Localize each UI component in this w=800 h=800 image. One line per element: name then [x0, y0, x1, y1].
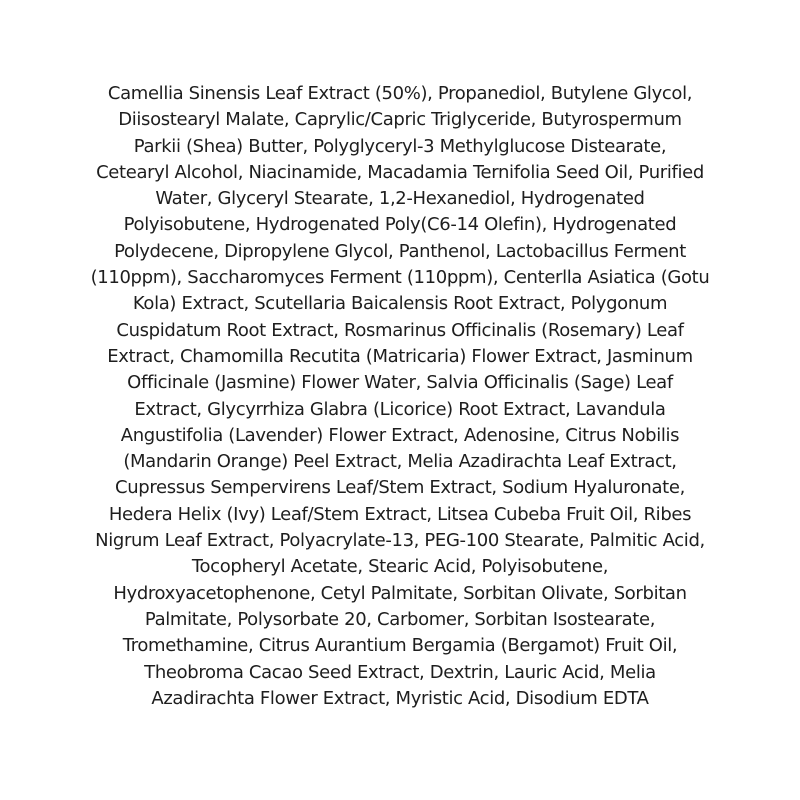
ingredients-line: Extract, Chamomilla Recutita (Matricaria) Flower Extract, Jasminum — [107, 345, 693, 367]
ingredients-line: Tocopheryl Acetate, Stearic Acid, Polyisobutene, — [191, 556, 609, 578]
ingredients-line: Diisostearyl Malate, Caprylic/Capric Triglyceride, Butyrospermum — [118, 109, 682, 131]
ingredients-line: Cupressus Sempervirens Leaf/Stem Extract, Sodium Hyaluronate, — [115, 477, 685, 499]
ingredients-line: Camellia Sinensis Leaf Extract (50%), Propanediol, Butylene Glycol, — [107, 83, 693, 104]
ingredients-line: Tromethamine, Citrus Aurantium Bergamia (Bergamot) Fruit Oil, — [122, 635, 678, 657]
ingredients-line: Kola) Extract, Scutellaria Baicalensis Root Extract, Polygonum — [132, 293, 668, 315]
ingredients-line: Polydecene, Dipropylene Glycol, Panthenol, Lactobacillus Ferment — [114, 240, 686, 262]
ingredients-line: Hedera Helix (Ivy) Leaf/Stem Extract, Litsea Cubeba Fruit Oil, Ribes — [108, 503, 692, 525]
ingredients-line: Theobroma Cacao Seed Extract, Dextrin, Lauric Acid, Melia — [144, 661, 656, 683]
ingredients-line: Cuspidatum Root Extract, Rosmarinus Officinalis (Rosemary) Leaf — [116, 319, 684, 341]
ingredients-line: (Mandarin Orange) Peel Extract, Melia Azadirachta Leaf Extract, — [123, 451, 677, 473]
ingredients-line: Azadirachta Flower Extract, Myristic Acid, Disodium EDTA — [151, 687, 649, 709]
ingredients-line: (110ppm), Saccharomyces Ferment (110ppm), Centerlla Asiatica (Gotu — [90, 267, 710, 289]
ingredients-line: Polyisobutene, Hydrogenated Poly(C6-14 Olefin), Hydrogenated — [123, 214, 677, 236]
ingredients-line: Officinale (Jasmine) Flower Water, Salvia Officinalis (Sage) Leaf — [127, 372, 673, 394]
ingredients-list — [70, 81, 730, 712]
ingredients-line: Water, Glyceryl Stearate, 1,2-Hexanediol, Hydrogenated — [155, 188, 645, 210]
ingredients-line: Cetearyl Alcohol, Niacinamide, Macadamia Ternifolia Seed Oil, Purified — [96, 161, 704, 183]
ingredients-line: Palmitate, Polysorbate 20, Carbomer, Sorbitan Isostearate, — [144, 608, 656, 630]
ingredients-line: Hydroxyacetophenone, Cetyl Palmitate, Sorbitan Olivate, Sorbitan — [113, 582, 687, 604]
ingredients-line: Angustifolia (Lavender) Flower Extract, Adenosine, Citrus Nobilis — [120, 424, 680, 446]
ingredients-line: Extract, Glycyrrhiza Glabra (Licorice) Root Extract, Lavandula — [134, 398, 666, 420]
ingredients-line: Parkii (Shea) Butter, Polyglyceryl-3 Methylglucose Distearate, — [133, 135, 667, 157]
ingredients-line: Nigrum Leaf Extract, Polyacrylate-13, PEG-100 Stearate, Palmitic Acid, — [95, 530, 705, 552]
